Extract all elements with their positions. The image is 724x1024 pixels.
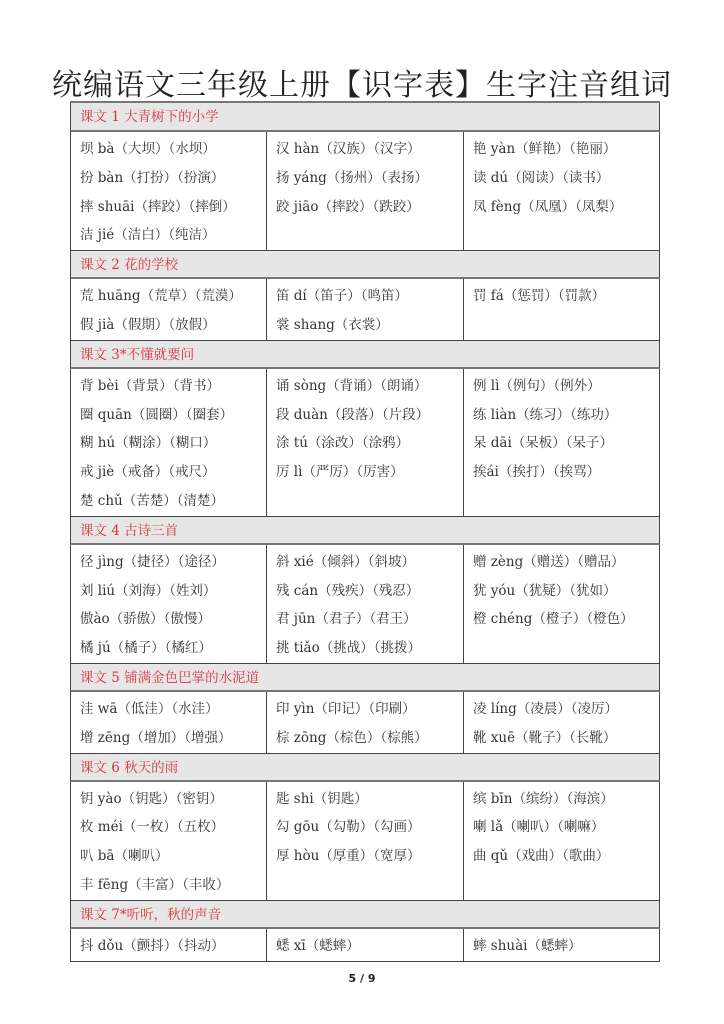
column [71, 279, 267, 340]
word-entry: 坝 bà（大坝）（水坝） [80, 141, 216, 157]
column [71, 545, 267, 663]
word-entry: 增 zēng（增加）（增强） [80, 729, 232, 746]
word-entry: 刘 liú（刘海）（姓刘） [80, 582, 217, 599]
word-entry: 假 jià（假期）（放假） [80, 316, 216, 333]
word-entry: 扮 bàn（打扮）（扮演） [80, 169, 225, 186]
lesson-body [70, 782, 660, 900]
word-entry: 挨ái（挨打）（挨骂） [473, 464, 601, 481]
lesson-header: 课文 2 花的学校 [70, 250, 660, 279]
word-entry: 圈 quān（圆圈）（圈套） [80, 406, 234, 423]
column [464, 929, 659, 961]
word-entry: 橙 chéng（橙子）（橙色） [473, 611, 634, 628]
word-entry: 跤 jiāo（摔跤）（跌跤） [276, 198, 420, 215]
word-entry: 缤 bīn（缤纷）（海滨） [473, 790, 614, 807]
lesson-header: 课文 4 古诗三首 [70, 516, 660, 545]
page-indicator: 5 / 9 [348, 972, 376, 985]
word-entry: 凌 líng（凌晨）（凌厉） [473, 700, 619, 717]
word-entry: 印 yìn（印记）（印刷） [276, 700, 416, 717]
word-entry: 蟋 xī（蟋蟀） [276, 937, 360, 954]
column [71, 782, 267, 900]
word-entry: 丰 fēng（丰富）（丰收） [80, 876, 230, 893]
column [464, 782, 659, 900]
column [464, 279, 659, 340]
word-entry: 例 lì（例句）（例外） [473, 377, 601, 394]
word-entry: 摔 shuāi（摔跤）（摔倒） [80, 198, 236, 215]
word-entry: 笛 dí（笛子）（鸣笛） [276, 288, 409, 305]
word-entry: 汉 hàn（汉族）（汉字） [276, 141, 421, 157]
word-entry: 君 jūn（君子）（君王） [276, 611, 417, 628]
word-entry: 练 liàn（练习）（练功） [473, 406, 618, 423]
word-entry: 涂 tú（涂改）（涂鸦） [276, 435, 410, 452]
lesson-header: 课文 1 大青树下的小学 [70, 103, 660, 132]
word-entry: 钥 yào（钥匙）（密钥） [80, 790, 223, 807]
column [464, 692, 659, 753]
word-entry: 糊 hú（糊涂）（糊口） [80, 435, 217, 452]
word-entry: 厚 hòu（厚重）（宽厚） [276, 848, 421, 865]
word-entry: 扬 yáng（扬州）（表扬） [276, 169, 429, 186]
column [464, 545, 659, 663]
column [71, 369, 267, 516]
word-entry: 艳 yàn（鲜艳）（艳丽） [473, 141, 617, 157]
word-entry: 棕 zōng（棕色）（棕熊） [276, 729, 428, 746]
lesson-body [70, 929, 660, 961]
word-entry: 叭 bā（喇叭） [80, 848, 169, 865]
word-entry: 段 duàn（段落）（片段） [276, 406, 430, 423]
column [464, 132, 659, 250]
lesson-header: 课文 7*听听，秋的声音 [70, 900, 660, 929]
word-entry: 诵 sòng（背诵）（朗诵） [276, 377, 428, 394]
lesson-body [70, 279, 660, 340]
vocabulary-table [70, 101, 660, 962]
lesson-header: 课文 3*不懂就要问 [70, 340, 660, 369]
column [267, 279, 464, 340]
column [267, 929, 464, 961]
word-entry: 厉 lì（严厉）（厉害） [276, 464, 404, 481]
page-title: 统编语文三年级上册【识字表】生字注音组词 [52, 68, 672, 103]
word-entry: 裳 shang（衣裳） [276, 316, 389, 333]
column [267, 692, 464, 753]
column [267, 369, 464, 516]
column [71, 132, 267, 250]
word-entry: 凤 fèng（凤凰）（凤梨） [473, 198, 623, 215]
word-entry: 洁 jié（洁白）（纯洁） [80, 227, 216, 244]
word-entry: 匙 shi（钥匙） [276, 790, 368, 807]
word-entry: 橘 jú（橘子）（橘红） [80, 640, 212, 657]
column [71, 929, 267, 961]
word-entry: 犹 yóu（犹疑）（犹如） [473, 582, 617, 599]
word-entry: 勾 gōu（勾勒）（勾画） [276, 819, 421, 836]
column [267, 545, 464, 663]
lesson-body [70, 132, 660, 250]
lesson-body [70, 692, 660, 753]
word-entry: 洼 wā（低洼）（水洼） [80, 700, 219, 717]
word-entry: 曲 qǔ（戏曲）（歌曲） [473, 848, 610, 865]
column [464, 369, 659, 516]
word-entry: 残 cán（残疾）（残忍） [276, 582, 420, 599]
word-entry: 蟀 shuài（蟋蟀） [473, 937, 582, 954]
word-entry: 楚 chǔ（苦楚）（清楚） [80, 492, 224, 509]
word-entry: 读 dú（阅读）（读书） [473, 169, 610, 186]
word-entry: 挑 tiǎo（挑战）（挑拨） [276, 640, 421, 657]
word-entry: 呆 dāi（呆板）（呆子） [473, 435, 614, 452]
lesson-body [70, 545, 660, 663]
lesson-header: 课文 6 秋天的雨 [70, 753, 660, 782]
word-entry: 傲ào（骄傲）（傲慢） [80, 611, 211, 628]
column [71, 692, 267, 753]
word-entry: 戒 jiè（戒备）（戒尺） [80, 464, 216, 481]
word-entry: 背 bèi（背景）（背书） [80, 377, 220, 394]
word-entry: 罚 fá（惩罚）（罚款） [473, 288, 606, 305]
word-entry: 斜 xié（倾斜）（斜坡） [276, 553, 415, 570]
word-entry: 枚 méi（一枚）（五枚） [80, 819, 225, 836]
word-entry: 径 jìng（捷径）（途径） [80, 553, 225, 570]
word-entry: 喇 lǎ（喇叭）（喇嘛） [473, 819, 605, 836]
word-entry: 赠 zèng（赠送）（赠品） [473, 553, 625, 570]
column [267, 132, 464, 250]
column [267, 782, 464, 900]
word-entry: 荒 huāng（荒草）（荒漠） [80, 288, 242, 305]
lesson-body [70, 369, 660, 516]
word-entry: 靴 xuē（靴子）（长靴） [473, 729, 617, 746]
lesson-header: 课文 5 铺满金色巴掌的水泥道 [70, 663, 660, 692]
word-entry: 抖 dǒu（颤抖）（抖动） [80, 937, 225, 954]
